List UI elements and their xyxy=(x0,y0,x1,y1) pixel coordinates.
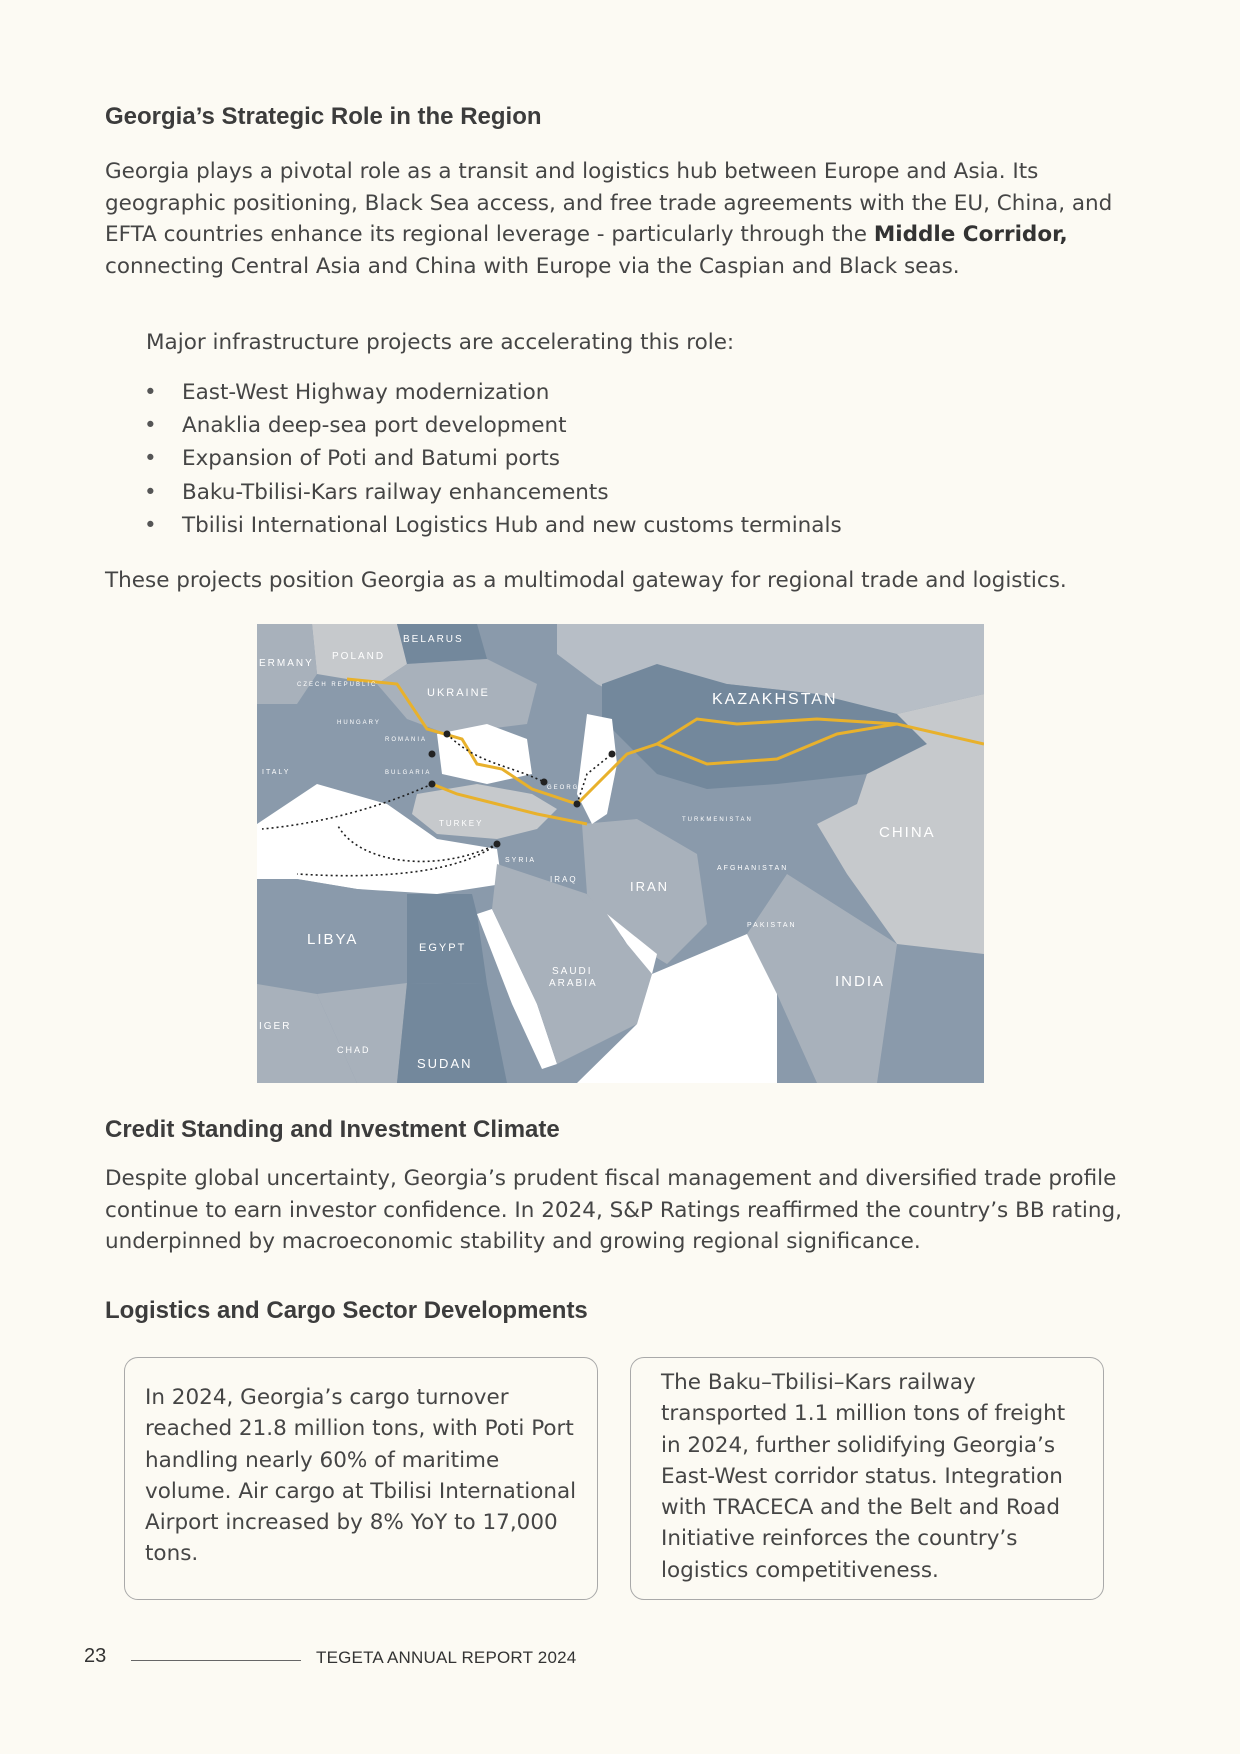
section-heading-strategic-role: Georgia’s Strategic Role in the Region xyxy=(105,103,542,130)
node-aktau xyxy=(609,751,616,758)
section-heading-logistics: Logistics and Cargo Sector Developments xyxy=(105,1297,588,1324)
map-label-iraq: IRAQ xyxy=(550,875,578,884)
credit-standing-paragraph: Despite global uncertainty, Georgia’s prudent fiscal management and diversified trade profile continue to earn investor confidence. In 2024, S&P Ratings reaffirmed the country’s BB rating, underpinned by macroeconomic stability and growing regional significance. xyxy=(105,1166,1122,1254)
node-mersin xyxy=(494,841,501,848)
list-item: • Anaklia deep-sea port development xyxy=(140,409,842,442)
map-label-niger: IGER xyxy=(259,1021,292,1032)
map-label-india: INDIA xyxy=(835,973,886,990)
map-label-czech: CZECH REPUBLIC xyxy=(297,682,378,688)
map-label-china: CHINA xyxy=(879,824,936,841)
map-label-syria: SYRIA xyxy=(505,857,537,864)
paragraph-text: Georgia plays a pivotal role as a transit and logistics hub between Europe and Asia. Its geographic positioning, Black Sea access, and free trade agreements with the EU, China, and EFTA countries enhance its regional leverage - particularly through the xyxy=(105,159,1113,247)
map-label-bulgaria: BULGARIA xyxy=(385,770,432,776)
map-label-poland: POLAND xyxy=(332,651,386,662)
cargo-turnover-text: In 2024, Georgia’s cargo turnover reached 21.8 million tons, with Poti Port handling nearly 60% of maritime volume. Air cargo at Tbilisi International Airport increased by 8% YoY to 17,000 tons. xyxy=(145,1385,577,1567)
map-label-chad: CHAD xyxy=(337,1045,371,1055)
node-baku xyxy=(574,801,581,808)
map-label-belarus: BELARUS xyxy=(403,634,464,645)
map-label-germany: ERMANY xyxy=(259,658,314,669)
list-item: • East-West Highway modernization xyxy=(140,376,842,409)
map-label-ukraine: UKRAINE xyxy=(427,687,490,699)
strategic-role-paragraph xyxy=(105,156,1135,282)
map-label-hungary: HUNGARY xyxy=(337,720,381,726)
projects-list xyxy=(140,376,842,542)
list-item: • Tbilisi International Logistics Hub and new customs terminals xyxy=(140,509,842,542)
projects-closing: These projects position Georgia as a multimodal gateway for regional trade and logistics. xyxy=(105,568,1067,593)
section-heading-credit-standing: Credit Standing and Investment Climate xyxy=(105,1116,560,1143)
map-label-turkmenistan: TURKMENISTAN xyxy=(682,817,753,823)
node-odessa xyxy=(444,731,451,738)
middle-corridor-map xyxy=(257,624,984,1083)
projects-intro: Major infrastructure projects are accelerating this role: xyxy=(146,330,735,355)
map-label-arabia: ARABIA xyxy=(549,978,598,989)
map-label-georgia: GEORGIA xyxy=(547,785,590,791)
footer-divider xyxy=(131,1660,301,1661)
map-label-iran: IRAN xyxy=(630,879,670,894)
map-label-romania: ROMANIA xyxy=(385,737,428,743)
map-label-kazakhstan: KAZAKHSTAN xyxy=(712,691,838,708)
list-item: • Expansion of Poti and Batumi ports xyxy=(140,442,842,475)
map-label-saudi: SAUDI xyxy=(552,966,593,977)
map-label-sudan: SUDAN xyxy=(417,1056,473,1071)
node-constanta xyxy=(429,751,436,758)
middle-corridor-emphasis: Middle Corridor, xyxy=(873,222,1068,247)
map-label-afghanistan: AFGHANISTAN xyxy=(717,865,789,872)
railway-box xyxy=(630,1357,1104,1600)
egypt-region xyxy=(407,894,487,984)
map-label-libya: LIBYA xyxy=(307,931,359,948)
cargo-turnover-box xyxy=(124,1357,598,1600)
list-item: • Baku-Tbilisi-Kars railway enhancements xyxy=(140,476,842,509)
map-label-pakistan: PAKISTAN xyxy=(747,922,797,929)
map-label-italy: ITALY xyxy=(262,769,291,776)
node-istanbul xyxy=(429,781,436,788)
report-title: TEGETA ANNUAL REPORT 2024 xyxy=(316,1648,577,1667)
railway-text: The Baku–Tbilisi–Kars railway transported 1.1 million tons of freight in 2024, further solidifying Georgia’s East-West corridor status. Integration with TRACECA and the Belt and Road Initiative reinforces the country’s logistics competitiveness. xyxy=(661,1370,1066,1583)
page-number: 23 xyxy=(84,1645,107,1667)
paragraph-text-cont: connecting Central Asia and China with Europe via the Caspian and Black seas. xyxy=(105,253,960,279)
map-label-egypt: EGYPT xyxy=(419,942,467,954)
map-label-turkey: TURKEY xyxy=(439,819,484,828)
